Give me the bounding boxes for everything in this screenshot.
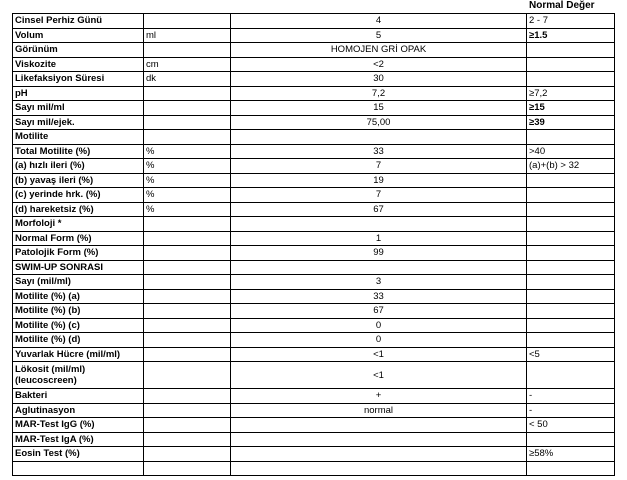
row-unit-cell: %: [144, 202, 231, 217]
row-unit-cell: [144, 14, 231, 29]
row-name-cell: Bakteri: [13, 389, 144, 404]
table-row: [13, 304, 615, 319]
row-unit-cell: [144, 432, 231, 447]
row-name-cell: Viskozite: [13, 57, 144, 72]
row-name-cell: Yuvarlak Hücre (mil/ml): [13, 347, 144, 362]
table-row: [13, 260, 615, 275]
row-normal-cell: [527, 130, 615, 145]
row-value-cell: 7,2: [231, 86, 527, 101]
row-unit-cell: %: [144, 188, 231, 203]
row-name-cell: (c) yerinde hrk. (%): [13, 188, 144, 203]
row-normal-cell: < 50: [527, 418, 615, 433]
table-row: [13, 447, 615, 462]
row-value-cell: HOMOJEN GRİ OPAK: [231, 43, 527, 58]
row-unit-cell: [144, 418, 231, 433]
table-row: [13, 418, 615, 433]
table-row: [13, 14, 615, 29]
row-normal-cell: [527, 432, 615, 447]
row-name-cell: Motilite (%) (c): [13, 318, 144, 333]
table-row: [13, 231, 615, 246]
row-normal-cell: [527, 304, 615, 319]
table-row: [13, 130, 615, 145]
row-value-cell: 30: [231, 72, 527, 87]
row-unit-cell: [144, 43, 231, 58]
row-unit-cell: [144, 115, 231, 130]
row-value-cell: 99: [231, 246, 527, 261]
row-normal-cell: -: [527, 403, 615, 418]
row-unit-cell: %: [144, 144, 231, 159]
table-row: [13, 389, 615, 404]
row-name-cell: Normal Form (%): [13, 231, 144, 246]
table-row: [13, 101, 615, 116]
row-unit-cell: [144, 275, 231, 290]
row-name-cell: (a) hızlı ileri (%): [13, 159, 144, 174]
row-normal-cell: [527, 188, 615, 203]
table-row: [13, 362, 615, 389]
table-row: [13, 333, 615, 348]
row-value-cell: 19: [231, 173, 527, 188]
row-name-cell: Sayı mil/ml: [13, 101, 144, 116]
row-normal-cell: ≥1.5: [527, 28, 615, 43]
row-name-cell: Lökosit (mil/ml) (leucoscreen): [13, 362, 144, 389]
row-unit-cell: [144, 304, 231, 319]
row-normal-cell: [527, 461, 615, 476]
row-value-cell: 7: [231, 159, 527, 174]
row-name-cell: (b) yavaş ileri (%): [13, 173, 144, 188]
row-unit-cell: [144, 101, 231, 116]
table-row: [13, 432, 615, 447]
row-value-cell: 3: [231, 275, 527, 290]
row-normal-cell: [527, 260, 615, 275]
table-row: [13, 246, 615, 261]
row-normal-cell: [527, 173, 615, 188]
row-value-cell: 4: [231, 14, 527, 29]
row-normal-cell: [527, 275, 615, 290]
row-name-cell: Cinsel Perhiz Günü: [13, 14, 144, 29]
row-name-cell: Sayı mil/ejek.: [13, 115, 144, 130]
row-value-cell: 7: [231, 188, 527, 203]
row-name-cell: Motilite: [13, 130, 144, 145]
row-unit-cell: [144, 130, 231, 145]
row-unit-cell: [144, 86, 231, 101]
row-unit-cell: [144, 318, 231, 333]
row-value-cell: 75,00: [231, 115, 527, 130]
row-normal-cell: ≥39: [527, 115, 615, 130]
row-value-cell: <1: [231, 362, 527, 389]
table-row: [13, 403, 615, 418]
table-row: [13, 289, 615, 304]
row-unit-cell: [144, 403, 231, 418]
row-unit-cell: [144, 461, 231, 476]
table-row: [13, 86, 615, 101]
row-normal-cell: [527, 72, 615, 87]
row-unit-cell: dk: [144, 72, 231, 87]
row-name-cell: Eosin Test (%): [13, 447, 144, 462]
row-value-cell: [231, 260, 527, 275]
table-row: [13, 202, 615, 217]
table-row: [13, 461, 615, 476]
row-normal-cell: [527, 43, 615, 58]
row-unit-cell: ml: [144, 28, 231, 43]
table-row: [13, 72, 615, 87]
row-value-cell: normal: [231, 403, 527, 418]
row-unit-cell: [144, 289, 231, 304]
table-row: [13, 57, 615, 72]
row-name-cell: Total Motilite (%): [13, 144, 144, 159]
row-unit-cell: %: [144, 173, 231, 188]
row-value-cell: +: [231, 389, 527, 404]
row-normal-cell: ≥15: [527, 101, 615, 116]
row-name-cell: Motilite (%) (d): [13, 333, 144, 348]
row-name-cell: Sayı (mil/ml): [13, 275, 144, 290]
row-value-cell: [231, 418, 527, 433]
row-name-cell: Aglutinasyon: [13, 403, 144, 418]
row-name-cell: Morfoloji *: [13, 217, 144, 232]
semen-analysis-table: [12, 13, 615, 476]
row-unit-cell: [144, 231, 231, 246]
row-normal-cell: -: [527, 389, 615, 404]
row-value-cell: [231, 217, 527, 232]
row-unit-cell: [144, 246, 231, 261]
row-unit-cell: cm: [144, 57, 231, 72]
row-value-cell: 0: [231, 333, 527, 348]
table-row: [13, 159, 615, 174]
row-value-cell: 67: [231, 202, 527, 217]
row-value-cell: <1: [231, 347, 527, 362]
row-value-cell: [231, 461, 527, 476]
row-unit-cell: [144, 333, 231, 348]
table-row: [13, 188, 615, 203]
row-name-cell: SWIM-UP SONRASI: [13, 260, 144, 275]
row-unit-cell: [144, 260, 231, 275]
row-value-cell: 0: [231, 318, 527, 333]
row-name-cell: Motilite (%) (a): [13, 289, 144, 304]
row-normal-cell: [527, 57, 615, 72]
row-normal-cell: [527, 318, 615, 333]
row-value-cell: [231, 447, 527, 462]
table-row: [13, 275, 615, 290]
table-row: [13, 43, 615, 58]
row-value-cell: [231, 432, 527, 447]
row-normal-cell: ≥7,2: [527, 86, 615, 101]
row-unit-cell: [144, 347, 231, 362]
table-row: [13, 144, 615, 159]
row-value-cell: 33: [231, 289, 527, 304]
row-normal-cell: [527, 333, 615, 348]
table-row: [13, 173, 615, 188]
row-normal-cell: [527, 217, 615, 232]
row-name-cell: Likefaksiyon Süresi: [13, 72, 144, 87]
row-normal-cell: [527, 231, 615, 246]
row-name-cell: [13, 461, 144, 476]
row-name-cell: MAR-Test IgA (%): [13, 432, 144, 447]
row-name-cell: Patolojik Form (%): [13, 246, 144, 261]
row-normal-cell: [527, 202, 615, 217]
row-value-cell: 67: [231, 304, 527, 319]
row-normal-cell: [527, 246, 615, 261]
row-unit-cell: [144, 389, 231, 404]
row-normal-cell: <5: [527, 347, 615, 362]
row-name-cell: Volum: [13, 28, 144, 43]
row-normal-cell: [527, 362, 615, 389]
table-row: [13, 318, 615, 333]
row-name-cell: Motilite (%) (b): [13, 304, 144, 319]
row-value-cell: 15: [231, 101, 527, 116]
row-value-cell: 5: [231, 28, 527, 43]
table-row: [13, 217, 615, 232]
row-normal-cell: (a)+(b) > 32: [527, 159, 615, 174]
row-unit-cell: [144, 447, 231, 462]
normal-value-header: Normal Değer: [529, 0, 595, 11]
row-unit-cell: [144, 217, 231, 232]
table-body: [13, 14, 615, 476]
row-value-cell: 33: [231, 144, 527, 159]
row-value-cell: <2: [231, 57, 527, 72]
row-unit-cell: %: [144, 159, 231, 174]
row-normal-cell: [527, 289, 615, 304]
row-normal-cell: >40: [527, 144, 615, 159]
row-name-cell: Görünüm: [13, 43, 144, 58]
row-value-cell: 1: [231, 231, 527, 246]
row-name-cell: pH: [13, 86, 144, 101]
row-value-cell: [231, 130, 527, 145]
row-normal-cell: ≥58%: [527, 447, 615, 462]
row-name-cell: MAR-Test IgG (%): [13, 418, 144, 433]
row-normal-cell: 2 - 7: [527, 14, 615, 29]
row-name-cell: (d) hareketsiz (%): [13, 202, 144, 217]
row-unit-cell: [144, 362, 231, 389]
table-row: [13, 28, 615, 43]
table-row: [13, 347, 615, 362]
table-row: [13, 115, 615, 130]
